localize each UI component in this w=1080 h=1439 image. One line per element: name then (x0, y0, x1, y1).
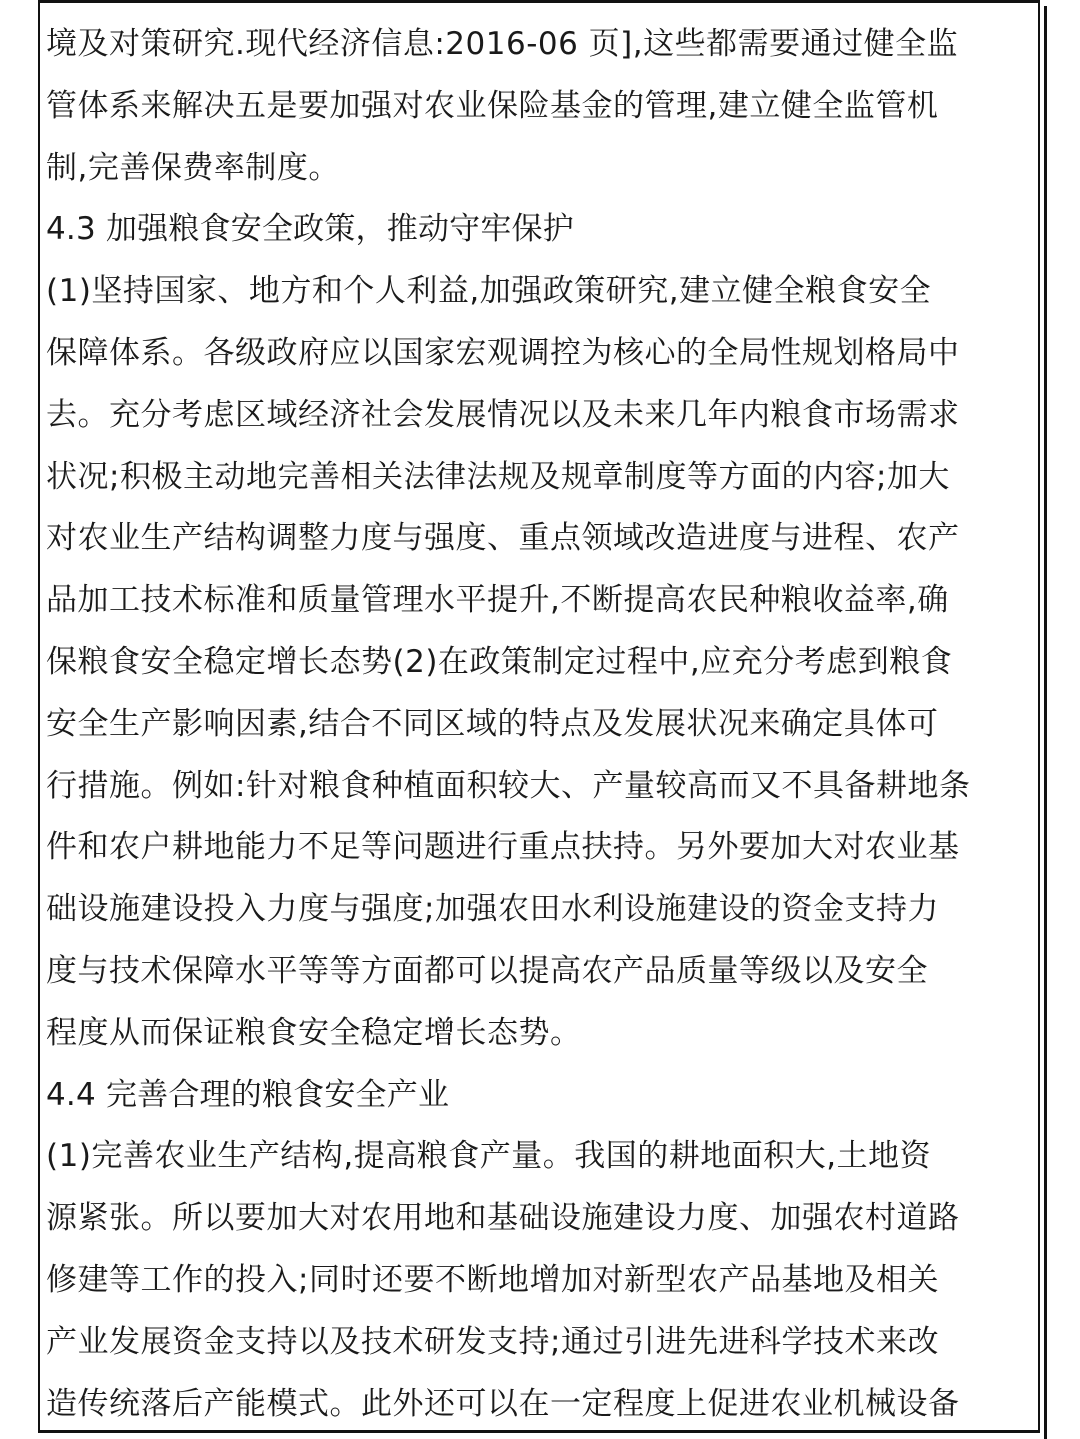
document-body (46, 14, 1026, 1435)
page-edge-shadow (1044, 6, 1047, 1439)
text-line: 境及对策研究.现代经济信息:2016-06 页],这些都需要通过健全监 (46, 26, 959, 62)
text-line: 安全生产影响因素,结合不同区域的特点及发展状况来确定具体可 (46, 705, 939, 742)
text-line: 产业发展资金支持以及技术研发支持;通过引进先进科学技术来改 (46, 1323, 939, 1360)
text-line: 去。充分考虑区域经济社会发展情况以及未来几年内粮食市场需求 (46, 396, 960, 433)
text-line: (1)完善农业生产结构,提高粮食产量。我国的耕地面积大,土地资 (46, 1138, 932, 1175)
text-line: 对农业生产结构调整力度与强度、重点领域改造进度与进程、农产 (46, 520, 960, 557)
section-heading-4-3: 4.3 加强粮食安全政策，推动守牢保护 (46, 211, 574, 248)
text-line: 件和农户耕地能力不足等问题进行重点扶持。另外要加大对农业基 (46, 829, 960, 866)
text-line: (1)坚持国家、地方和个人利益,加强政策研究,建立健全粮食安全 (46, 273, 932, 310)
text-line: 行措施。例如:针对粮食种植面积较大、产量较高而又不具备耕地条 (46, 767, 971, 804)
text-line: 管体系来解决五是要加强对农业保险基金的管理,建立健全监管机 (46, 87, 939, 124)
text-line: 品加工技术标准和质量管理水平提升,不断提高农民种粮收益率,确 (46, 582, 949, 619)
text-line: 造传统落后产能模式。此外还可以在一定程度上促进农业机械设备 (46, 1385, 960, 1422)
text-line: 度与技术保障水平等等方面都可以提高农产品质量等级以及安全 (46, 952, 928, 989)
text-line: 源紧张。所以要加大对农用地和基础设施建设力度、加强农村道路 (46, 1200, 960, 1237)
text-line: 保粮食安全稳定增长态势(2)在政策制定过程中,应充分考虑到粮食 (46, 643, 953, 680)
text-line: 保障体系。各级政府应以国家宏观调控为核心的全局性规划格局中 (46, 334, 960, 371)
section-heading-4-4: 4.4 完善合理的粮食安全产业 (46, 1076, 450, 1113)
text-line: 制,完善保费率制度。 (46, 149, 340, 186)
text-line: 础设施建设投入力度与强度;加强农田水利设施建设的资金支持力 (46, 891, 939, 928)
text-line: 修建等工作的投入;同时还要不断地增加对新型农产品基地及相关 (46, 1261, 939, 1298)
text-line: 状况;积极主动地完善相关法律法规及规章制度等方面的内容;加大 (46, 458, 950, 495)
text-line: 程度从而保证粮食安全稳定增长态势。 (46, 1014, 582, 1051)
